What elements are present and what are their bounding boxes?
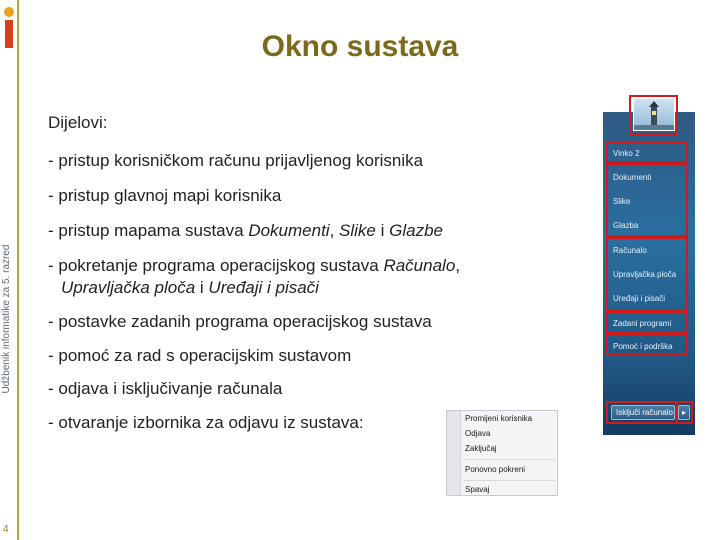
- highlight-system-programs: [606, 237, 688, 312]
- menu-item-documents[interactable]: Dokumenti: [613, 173, 652, 182]
- highlight-default-programs: [606, 312, 688, 334]
- left-accent-bar: [17, 0, 19, 540]
- submenu-item-switch-user[interactable]: Promijeni korisnika: [465, 414, 533, 423]
- list-item-sep: ,: [455, 256, 461, 275]
- list-item: [48, 221, 443, 241]
- highlight-shutdown: [606, 401, 677, 424]
- submenu-separator: [463, 459, 555, 460]
- menu-item-user[interactable]: Vinko 2: [613, 149, 640, 158]
- menu-item-music[interactable]: Glazba: [613, 221, 639, 230]
- shutdown-button[interactable]: Isključi računalo: [611, 405, 675, 420]
- list-item: - pomoć za rad s operacijskim sustavom: [48, 346, 352, 365]
- list-item: - pristup korisničkom računu prijavljenog korisnika: [48, 151, 424, 170]
- highlight-shutdown-arrow: [676, 401, 693, 424]
- list-item: - odjava i isključivanje računala: [48, 379, 283, 398]
- list-item: - pristup glavnoj mapi korisnika: [48, 186, 282, 205]
- highlight-avatar: [629, 95, 678, 135]
- list-item-sep: ,: [329, 221, 340, 240]
- page-number: 4: [3, 524, 9, 535]
- list-item-italic: Dokumenti: [248, 221, 330, 240]
- list-item-continuation: [61, 278, 319, 298]
- submenu-item-lock[interactable]: Zaključaj: [465, 444, 497, 453]
- intro-label: Dijelovi:: [48, 113, 108, 132]
- page-title: Okno sustava: [261, 30, 459, 63]
- list-item-italic: Računalo: [383, 256, 456, 275]
- list-item-sep: i: [195, 278, 209, 297]
- menu-item-default-programs[interactable]: Zadani programi: [613, 319, 672, 328]
- list-item-italic: Slike: [339, 221, 376, 240]
- menu-item-devices-printers[interactable]: Uređaji i pisači: [613, 294, 666, 303]
- list-item: - postavke zadanih programa operacijskog sustava: [48, 312, 432, 331]
- menu-item-pictures[interactable]: Slike: [613, 197, 631, 206]
- side-book-title: Udžbenik informatike za 5. razred: [1, 244, 12, 394]
- list-item: [48, 256, 460, 276]
- list-item-text: - pokretanje programa operacijskog sustava: [48, 256, 384, 275]
- list-item-italic: Glazbe: [389, 221, 443, 240]
- highlight-user: [606, 141, 688, 163]
- list-item-italic: Upravljačka ploča: [61, 278, 196, 297]
- list-item-text: - pristup mapama sustava: [48, 221, 249, 240]
- shutdown-options-arrow[interactable]: ▸: [678, 405, 690, 420]
- menu-item-help[interactable]: Pomoć i podrška: [613, 342, 673, 351]
- highlight-help: [606, 334, 688, 356]
- highlight-folders: [606, 163, 688, 237]
- menu-item-computer[interactable]: Računalo: [613, 246, 647, 255]
- submenu-item-log-off[interactable]: Odjava: [465, 429, 491, 438]
- submenu-icon-strip: [447, 411, 461, 495]
- list-item-sep: i: [375, 221, 390, 240]
- submenu-item-sleep[interactable]: Spavaj: [465, 485, 490, 494]
- list-item-italic: Uređaji i pisači: [208, 278, 319, 297]
- shutdown-submenu: [446, 410, 558, 496]
- menu-item-control-panel[interactable]: Upravljačka ploča: [613, 270, 677, 279]
- list-item: - otvaranje izbornika za odjavu iz sustava:: [48, 413, 364, 432]
- submenu-separator: [463, 480, 555, 481]
- submenu-item-restart[interactable]: Ponovno pokreni: [465, 465, 526, 474]
